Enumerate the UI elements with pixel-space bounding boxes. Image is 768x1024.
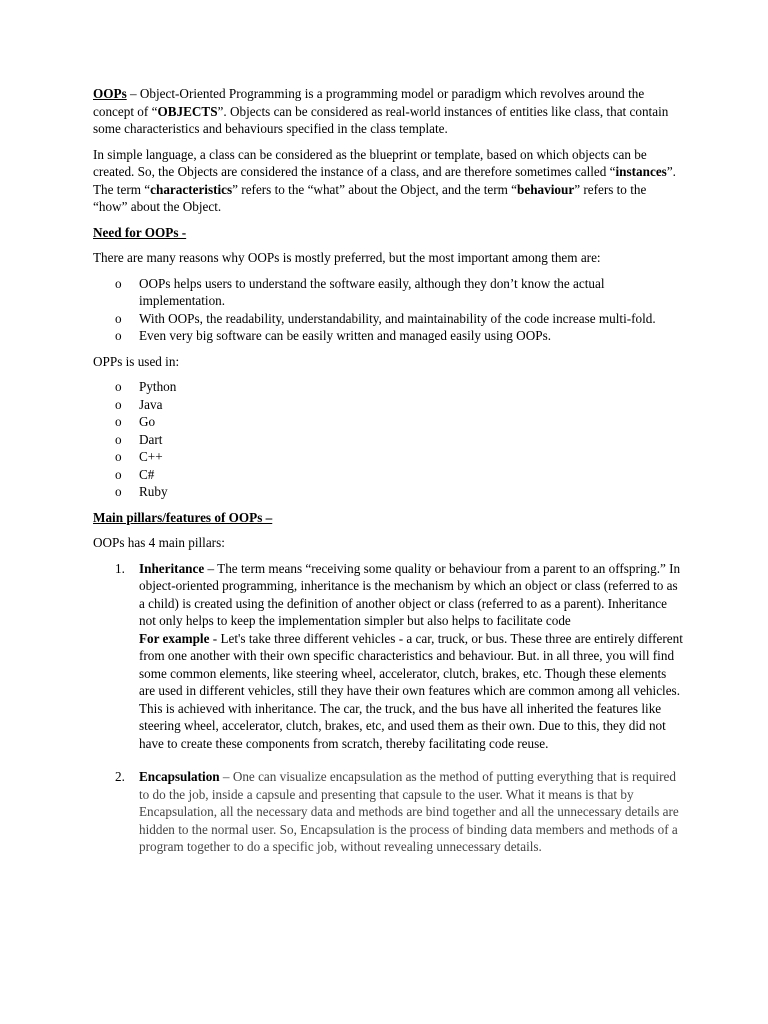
list-item-text: With OOPs, the readability, understandability, and maintainability of the code increase multi-fold. bbox=[139, 310, 656, 326]
pillar-encapsulation bbox=[93, 768, 683, 856]
language-cpp: C++ bbox=[139, 449, 163, 464]
objects-term: OBJECTS bbox=[157, 103, 218, 119]
simple-text-d: ” refers to the “how” about the Object. bbox=[93, 181, 647, 214]
language-java: Java bbox=[139, 396, 163, 412]
list-item bbox=[93, 275, 683, 310]
inheritance-text bbox=[139, 560, 683, 630]
intro-text-b: ”. Objects can be considered as real-world instances of entities like class, that contain some characteristics and behaviours specified in the class template. bbox=[93, 103, 669, 136]
pillars-heading bbox=[93, 509, 683, 527]
list-item bbox=[93, 483, 683, 501]
bullet-marker: o bbox=[115, 310, 122, 326]
encapsulation-title: Encapsulation bbox=[139, 769, 220, 784]
behaviour-term: behaviour bbox=[517, 181, 575, 197]
pillars-list bbox=[93, 560, 683, 856]
language-dart: Dart bbox=[139, 431, 163, 447]
simple-paragraph bbox=[93, 146, 683, 216]
used-lead: OPPs is used in: bbox=[93, 353, 180, 369]
languages-list bbox=[93, 378, 683, 501]
instances-term: instances bbox=[615, 164, 667, 179]
list-item bbox=[93, 466, 683, 484]
document-page bbox=[93, 85, 683, 856]
example-body: - Let's take three different vehicles - a car, truck, or bus. These three are entirely different from one another with their own specific characteristics and behaviour. But. in all three, you will find some common elements, like steering wheel, accelerator, clutch, brakes, etc. Though these elements are used in different vehicles, still they have their own features which are common among all vehicles. This is achieved with inheritance. The car, the truck, and the bus have all inherited the features like steering wheel, accelerator, clutch, brakes, etc, and used them as their own. Due to this, they did not have to create these components from scratch, thereby facilitating code reuse. bbox=[139, 630, 683, 751]
need-list bbox=[93, 275, 683, 345]
language-ruby: Ruby bbox=[139, 484, 168, 499]
encapsulation-body: – One can visualize encapsulation as the method of putting everything that is required to do the job, inside a capsule and presenting that capsule to the user. What it means is that by Encapsulation, all the necessary data and methods are bind together and all the unnecessary details are hidden to the normal user. So, Encapsulation is the process of binding data members and methods of a program together to do a specific job, without revealing unnecessary details. bbox=[139, 769, 679, 854]
intro-paragraph bbox=[93, 85, 683, 138]
list-item bbox=[93, 448, 683, 466]
language-python: Python bbox=[139, 379, 177, 394]
language-go: Go bbox=[139, 414, 156, 429]
bullet-marker: o bbox=[115, 431, 122, 447]
inheritance-body: – The term means “receiving some quality or behaviour from a parent to an offspring.” In object-oriented programming, inheritance is the mechanism by which an object or class (referred to as a child) is created using the definition of another object or class (referred to as a parent). Inheritance not only helps to keep the implementation simpler but also helps to facilitate code bbox=[139, 560, 681, 628]
list-item-text: OOPs helps users to understand the software easily, although they don’t know the actual implementation. bbox=[139, 275, 605, 308]
bullet-marker: o bbox=[115, 466, 122, 482]
list-item bbox=[93, 310, 683, 328]
inheritance-title: Inheritance bbox=[139, 560, 205, 576]
language-csharp: C# bbox=[139, 466, 155, 482]
bullet-marker: o bbox=[115, 379, 122, 394]
inheritance-example bbox=[139, 630, 683, 753]
bullet-marker: o bbox=[115, 328, 122, 343]
list-item bbox=[93, 396, 683, 414]
list-item bbox=[93, 413, 683, 431]
list-item bbox=[93, 327, 683, 345]
bullet-marker: o bbox=[115, 449, 122, 464]
bullet-marker: o bbox=[115, 484, 122, 499]
intro-term: OOPs bbox=[93, 86, 127, 101]
simple-text-c: ” refers to the “what” about the Object, and the term “ bbox=[232, 181, 518, 197]
need-heading bbox=[93, 224, 683, 242]
list-item-text: Even very big software can be easily written and managed easily using OOPs. bbox=[139, 328, 551, 343]
bullet-marker: o bbox=[115, 414, 122, 429]
need-heading-text: Need for OOPs - bbox=[93, 224, 187, 240]
pillar-inheritance bbox=[93, 560, 683, 769]
pillars-lead: OOPs has 4 main pillars: bbox=[93, 535, 225, 550]
pillars-heading-text: Main pillars/features of OOPs – bbox=[93, 509, 273, 525]
simple-text-a: In simple language, a class can be considered as the blueprint or template, based on which objects can be created. So, the Objects are considered the instance of a class, and are therefore sometimes called “ bbox=[93, 146, 647, 179]
example-label: For example bbox=[139, 630, 210, 646]
bullet-marker: o bbox=[115, 396, 122, 412]
list-item bbox=[93, 378, 683, 396]
list-item bbox=[93, 431, 683, 449]
need-lead: There are many reasons why OOPs is mostly preferred, but the most important among them are: bbox=[93, 250, 601, 265]
simple-text-b: ”. The term “ bbox=[93, 164, 676, 197]
intro-text-a: – Object-Oriented Programming is a programming model or paradigm which revolves around the concept of “ bbox=[93, 86, 645, 119]
list-number: 1. bbox=[115, 560, 125, 576]
bullet-marker: o bbox=[115, 275, 122, 291]
characteristics-term: characteristics bbox=[150, 181, 233, 197]
list-number: 2. bbox=[115, 769, 125, 784]
encapsulation-text bbox=[139, 768, 683, 856]
